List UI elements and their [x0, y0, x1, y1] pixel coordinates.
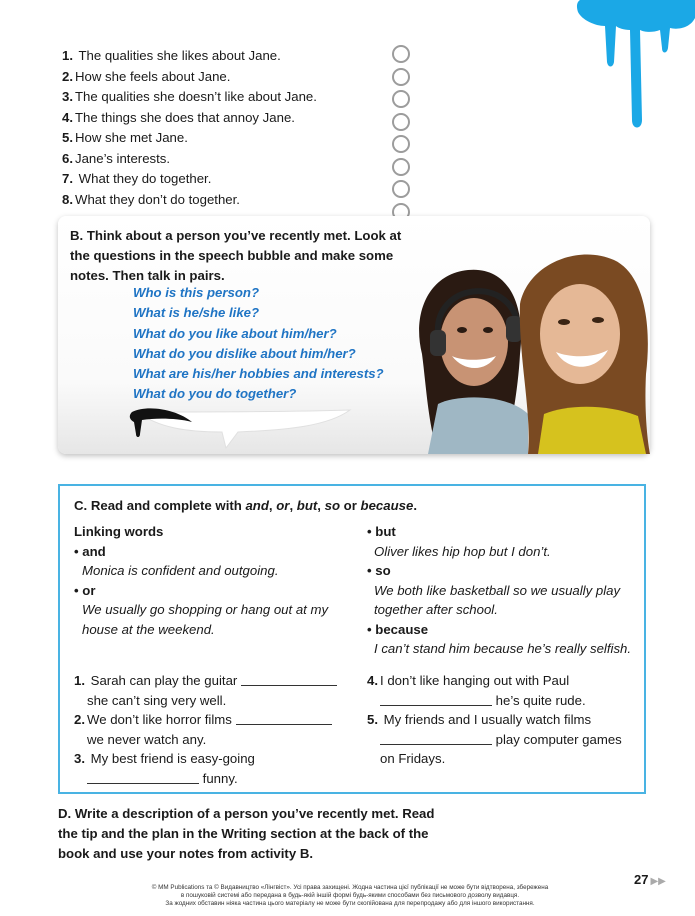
next-arrows-icon: ▶▶ [650, 876, 666, 887]
linking-words-left [74, 522, 328, 639]
answer-circle[interactable] [392, 135, 410, 153]
exercise-line: funny. [74, 769, 337, 789]
linking-example: together after school. [374, 602, 498, 617]
linking-word: • so [367, 563, 391, 578]
linking-example: Monica is confident and outgoing. [82, 563, 279, 578]
answer-circle[interactable] [392, 90, 410, 108]
list-item: 3. The qualities she doesn’t like about Jane. [62, 89, 317, 104]
exercise-item: 3. My best friend is easy-going [74, 751, 255, 766]
list-item: 5. How she met Jane. [62, 130, 188, 145]
exercise-item: 1. Sarah can play the guitar [74, 671, 337, 691]
exercise-item: 4. I don’t like hanging out with Paul [367, 673, 570, 688]
list-item: 6. Jane’s interests. [62, 150, 171, 166]
answer-blank[interactable] [236, 711, 332, 725]
list-item: 4. The things she does that annoy Jane. [62, 109, 295, 125]
list-item: 1. The qualities she likes about Jane. [62, 48, 281, 63]
linking-example: Oliver likes hip hop but I don’t. [374, 543, 551, 559]
list-item: 8. What they don’t do together. [62, 191, 240, 207]
section-d-instruction: D. Write a description of a person you’ve recently met. Read the tip and the plan in the Writing section at the back of the book and use your notes from activity B. [58, 806, 435, 861]
answer-circle[interactable] [392, 180, 410, 198]
answer-circle[interactable] [392, 68, 410, 86]
linking-word: • because [367, 621, 429, 637]
exercise-line: she can’t sing very well. [87, 692, 227, 708]
page-number: 27 ▶▶ [634, 872, 666, 887]
copyright-footer: © MM Publications та © Видавництво «Лінгвіст». Усі права захищені. Жодна частина цієї публікації не може бути відтворена, збережена в пошуковій системі або передана в будь-якій іншій формі будь-якими способами без письмового дозволу видавця. За жодних обставин ніяка частина цього матеріалу не може бути скопійована для перепродажу або для іншого використання. [151, 884, 549, 907]
two-girls-photo [408, 244, 650, 454]
speech-bubble-questions [133, 283, 413, 405]
linking-word: • or [74, 582, 96, 598]
question: What do you do together? [133, 386, 297, 402]
answer-circle[interactable] [392, 113, 410, 131]
question: What is he/she like? [133, 305, 260, 321]
exercise-line: we never watch any. [87, 731, 207, 747]
list-item: 7. What they do together. [62, 171, 212, 186]
linking-word: • and [74, 543, 106, 559]
linking-example: We usually go shopping or hang out at my [82, 602, 329, 617]
exercise-item: 5. My friends and I usually watch films [367, 712, 592, 727]
exercises-left [74, 671, 337, 788]
linking-example: We both like basketball so we usually play [374, 582, 621, 598]
answer-blank[interactable] [380, 731, 492, 745]
linking-example: I can’t stand him because he’s really selfish. [374, 641, 632, 656]
question: Who is this person? [133, 285, 260, 300]
exercise-line: play computer games [367, 730, 622, 750]
linking-example: house at the weekend. [82, 621, 215, 637]
linking-words-heading: Linking words [74, 524, 164, 539]
exercise-line: on Fridays. [380, 751, 446, 766]
answer-blank[interactable] [87, 770, 199, 784]
answer-blank[interactable] [380, 692, 492, 706]
answer-circle[interactable] [392, 45, 410, 63]
speech-bubble-tail [128, 404, 358, 450]
question: What do you dislike about him/her? [133, 345, 356, 361]
exercises-right [367, 671, 622, 769]
exercise-item: 2. We don’t like horror films [74, 710, 337, 730]
question: What are his/her hobbies and interests? [133, 366, 384, 382]
answer-blank[interactable] [241, 672, 337, 686]
section-b-instruction: B. Think about a person you’ve recently met. Look at the questions in the speech bubble and make some notes. Then talk in pairs. [70, 228, 402, 283]
list-item: 2. How she feels about Jane. [62, 68, 231, 84]
linking-word: • but [367, 524, 396, 539]
answer-circle[interactable] [392, 158, 410, 176]
answer-circles [392, 45, 412, 225]
paint-splash-decoration [570, 0, 695, 130]
exercise-line: he’s quite rude. [367, 691, 622, 711]
question: What do you like about him/her? [133, 325, 337, 341]
section-c-title: C. Read and complete with and, or, but, so or because. [74, 498, 417, 513]
linking-words-right [367, 522, 631, 659]
section-a-list [62, 46, 392, 210]
